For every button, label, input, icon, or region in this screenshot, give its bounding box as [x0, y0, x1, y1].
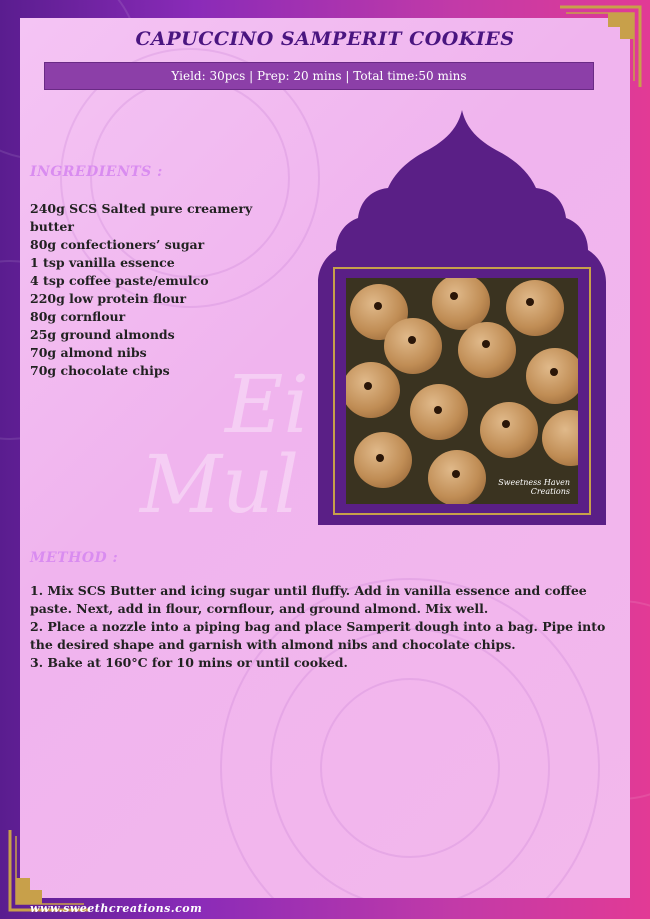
- ingredients-heading: INGREDIENTS :: [30, 164, 163, 180]
- method-step: 2. Place a nozzle into a piping bag and place Samperit dough into a bag. Pipe into the desired shape and garnish with almond nibs and chocolate chips.: [30, 619, 606, 652]
- watermark-line-2: Mul: [140, 438, 300, 531]
- chocolate-chip: [550, 368, 558, 376]
- ingredient-item: 1 tsp vanilla essence: [30, 255, 175, 270]
- ingredient-item: 240g SCS Salted pure creamery: [30, 201, 253, 216]
- cookie: [506, 280, 564, 336]
- cookies-photo: [346, 278, 578, 504]
- ingredients-list: [30, 200, 310, 380]
- ingredient-item: 220g low protein flour: [30, 291, 187, 306]
- chocolate-chip: [452, 470, 460, 478]
- ingredient-item: 4 tsp coffee paste/emulco: [30, 273, 209, 288]
- chocolate-chip: [526, 298, 534, 306]
- ingredient-item: butter: [30, 219, 74, 234]
- method-steps: [30, 582, 622, 672]
- recipe-info-bar: Yield: 30pcs | Prep: 20 mins | Total time:50 mins: [44, 62, 594, 90]
- card-mandala: [320, 678, 500, 858]
- chocolate-chip: [374, 302, 382, 310]
- corner-ornament-bottom-left: [8, 828, 92, 912]
- watermark-line-1: Ei: [225, 358, 309, 451]
- cookie: [384, 318, 442, 374]
- photo-watermark: Sweetness Haven Creations: [498, 478, 570, 496]
- chocolate-chip: [434, 406, 442, 414]
- ingredient-item: 25g ground almonds: [30, 327, 175, 342]
- chocolate-chip: [364, 382, 372, 390]
- cookie: [526, 348, 578, 404]
- cookie: [346, 362, 400, 418]
- cookie: [480, 402, 538, 458]
- recipe-card: [20, 18, 630, 898]
- ingredient-item: 70g almond nibs: [30, 345, 147, 360]
- cookie: [542, 410, 578, 466]
- method-step: 1. Mix SCS Butter and icing sugar until fluffy. Add in vanilla essence and coffee paste. Next, add in flour, cornflour, and ground almond. Mix well.: [30, 583, 587, 616]
- chocolate-chip: [376, 454, 384, 462]
- chocolate-chip: [408, 336, 416, 344]
- method-step: 3. Bake at 160°C for 10 mins or until cooked.: [30, 655, 348, 670]
- chocolate-chip: [502, 420, 510, 428]
- method-heading: METHOD :: [30, 550, 119, 566]
- recipe-title: CAPUCCINO SAMPERIT COOKIES: [135, 28, 515, 50]
- ingredient-item: 80g confectioners’ sugar: [30, 237, 205, 252]
- chocolate-chip: [482, 340, 490, 348]
- chocolate-chip: [450, 292, 458, 300]
- ingredient-item: 70g chocolate chips: [30, 363, 170, 378]
- website-footer: www.sweethcreations.com: [30, 902, 203, 915]
- ingredient-item: 80g cornflour: [30, 309, 126, 324]
- cookie: [458, 322, 516, 378]
- corner-ornament-top-right: [558, 5, 642, 89]
